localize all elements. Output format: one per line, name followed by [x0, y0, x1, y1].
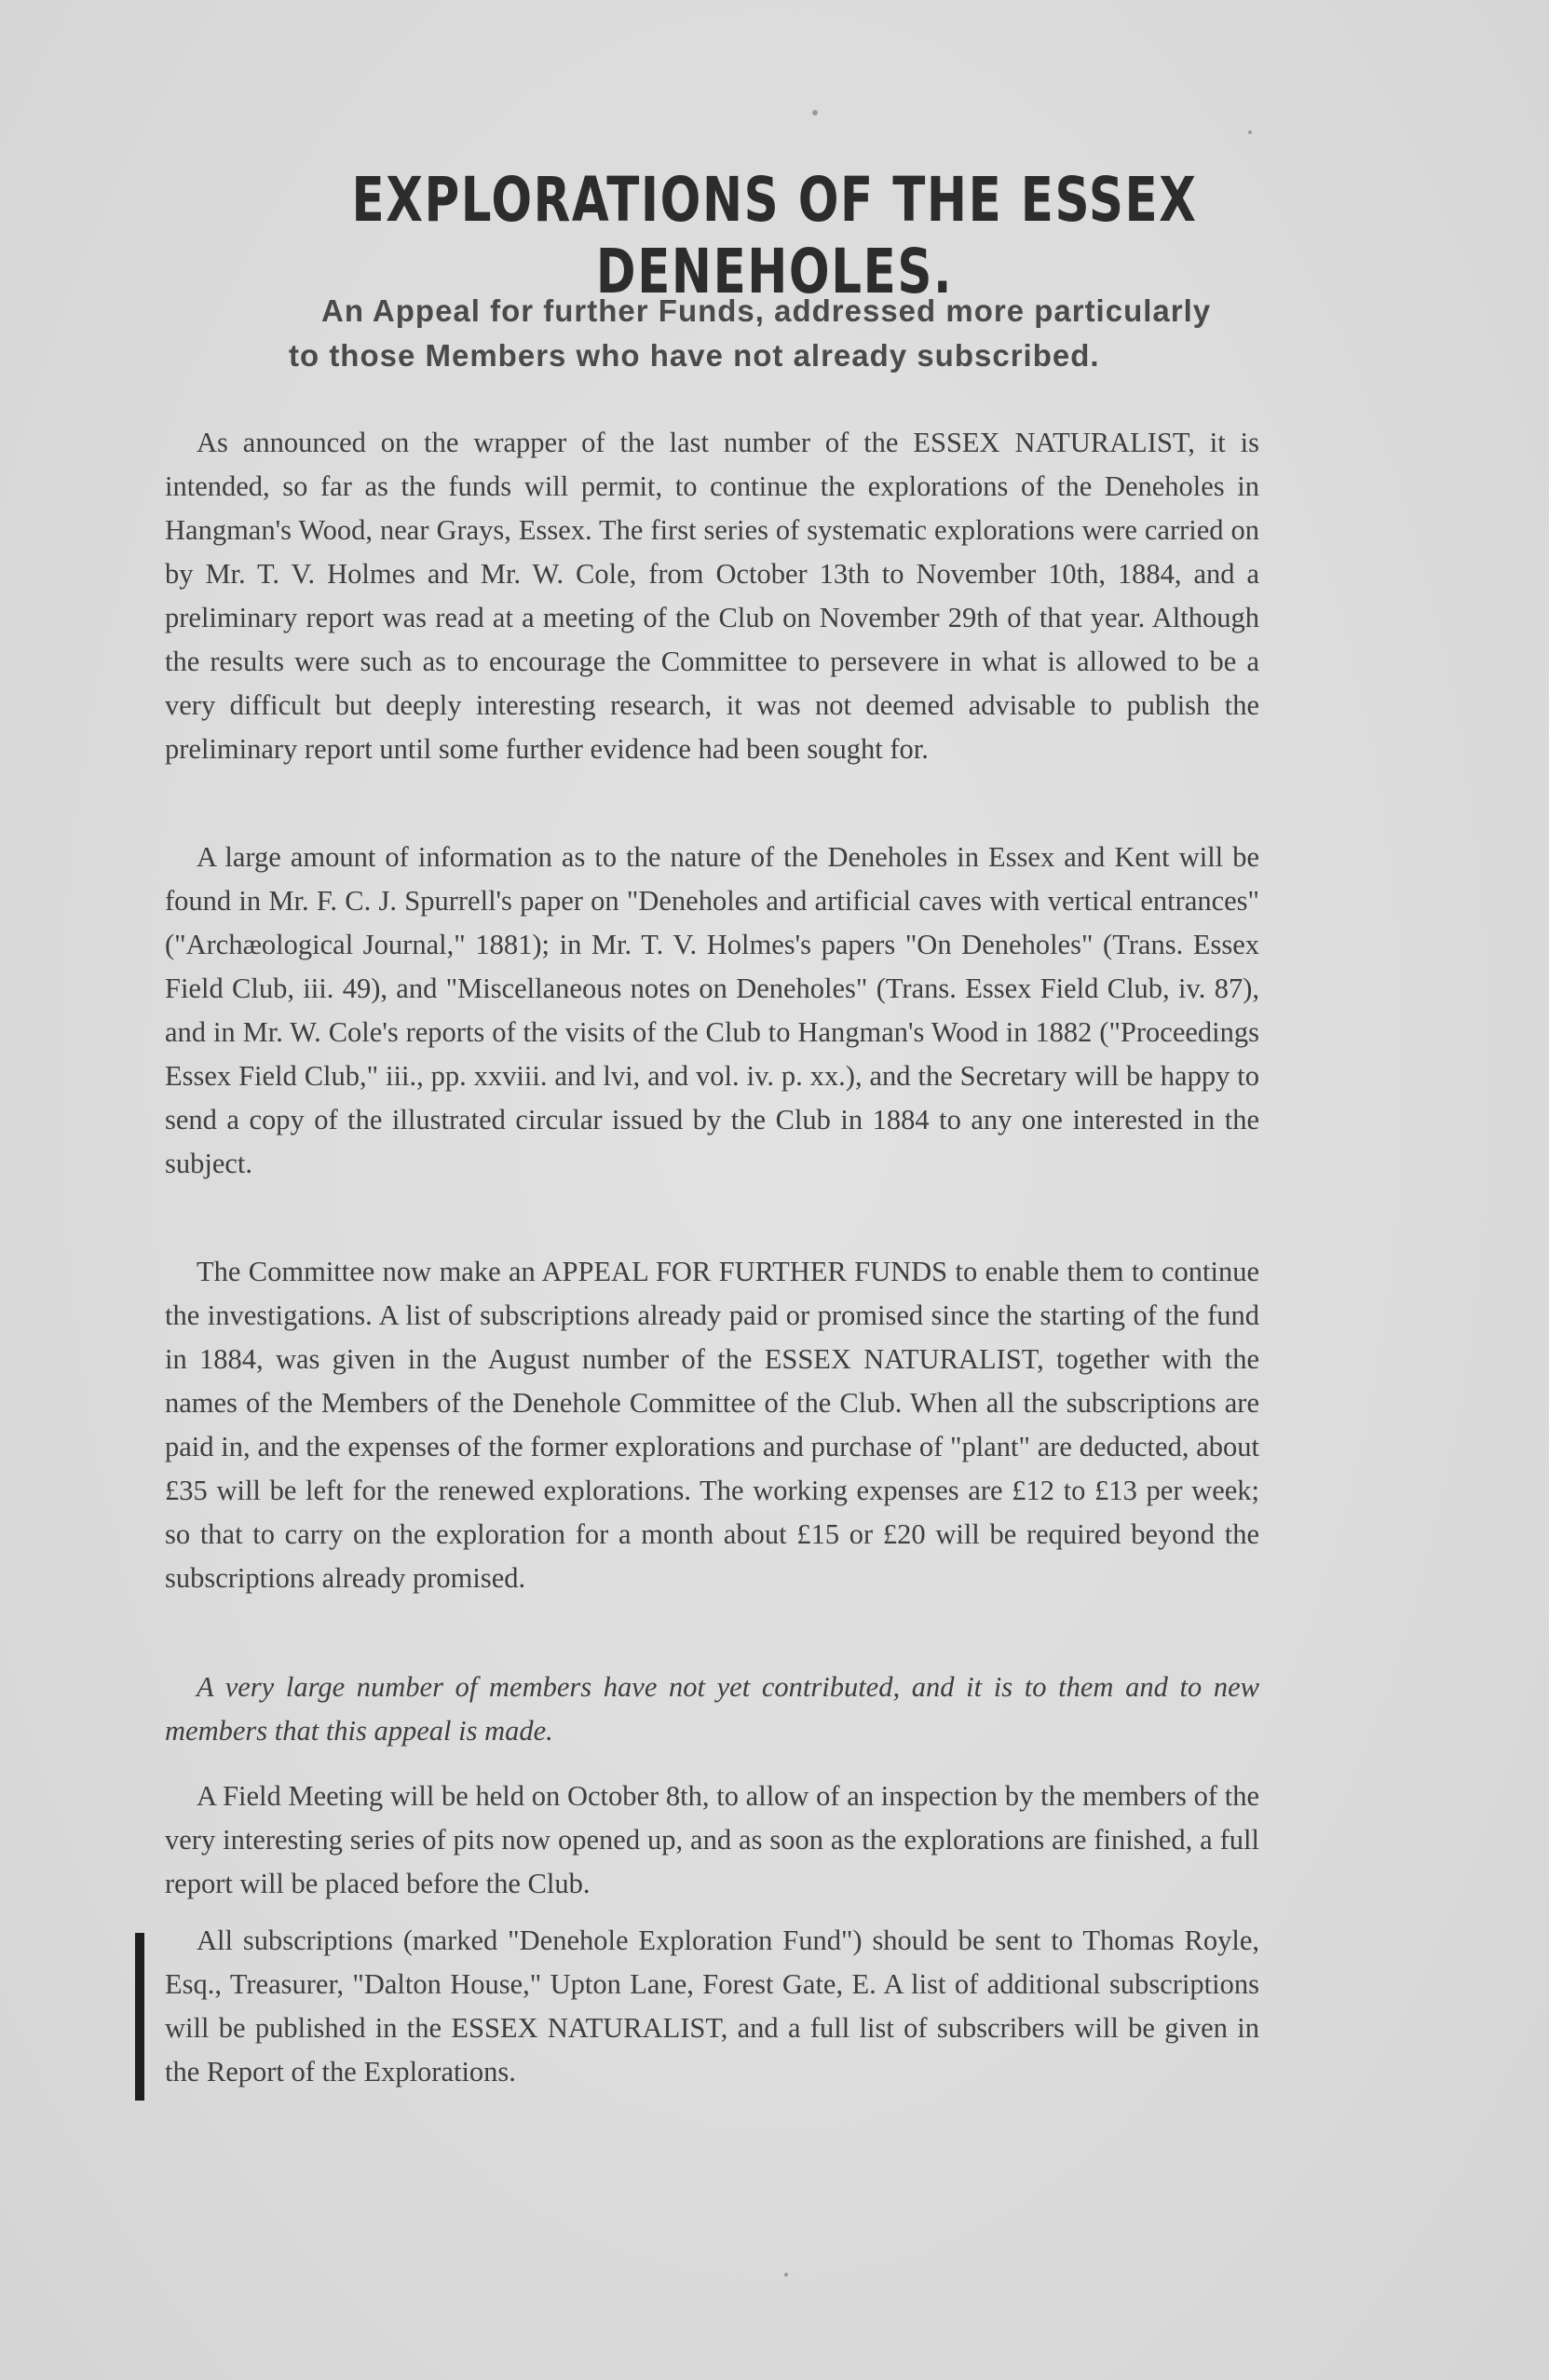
- paper-speck: [1248, 130, 1252, 134]
- paper-speck: [812, 110, 818, 116]
- paper-speck: [784, 2273, 788, 2277]
- subtitle-line-1: An Appeal for further Funds, addressed more particularly: [321, 293, 1212, 328]
- subtitle-line-2: to those Members who have not already subscribed.: [289, 338, 1100, 373]
- paragraph-italic-appeal: A very large number of members have not yet contributed, and it is to them and to new members that this appeal is made.: [165, 1671, 1259, 1747]
- paragraph-subscriptions: All subscriptions (marked "Denehole Exploration Fund") should be sent to Thomas Royle, Esq., Treasurer, "Dalton House," Upton Lane, Forest Gate, E. A list of additional subscriptions will be published in the ESSEX NATURALIST, and a full list of subscribers will be given in the Report of the Explorations.: [165, 1924, 1259, 2088]
- document-title: EXPLORATIONS OF THE ESSEX DENEHOLES.: [351, 164, 1198, 307]
- paragraph-announcement: As announced on the wrapper of the last number of the ESSEX NATURALIST, it is intended, so far as the funds will permit, to continue the explorations of the Deneholes in Hangman's Wood, near Grays, Essex. The first series of systematic explorations were carried on by Mr. T. V. Holmes and Mr. W. Cole, from October 13th to November 10th, 1884, and a preliminary report was read at a meeting of the Club on November 29th of that year. Although the results were such as to encourage the Committee to persevere in what is allowed to be a very difficult but deeply interesting research, it was not deemed advisable to publish the preliminary report until some further evidence had been sought for.: [165, 427, 1259, 765]
- paragraph-appeal: The Committee now make an APPEAL FOR FURTHER FUNDS to enable them to continue the investigations. A list of subscriptions already paid or promised since the starting of the fund in 1884, was given in the August number of the ESSEX NATURALIST, together with the names of the Members of the Denehole Committee of the Club. When all the subscriptions are paid in, and the expenses of the former explorations and purchase of "plant" are deducted, about £35 will be left for the renewed explorations. The working expenses are £12 to £13 per week; so that to carry on the exploration for a month about £15 or £20 will be required beyond the subscriptions already promised.: [165, 1256, 1259, 1594]
- paragraph-references: A large amount of information as to the nature of the Deneholes in Essex and Kent will be found in Mr. F. C. J. Spurrell's paper on "Deneholes and artificial caves with vertical entrances" ("Archæological Journal," 1881); in Mr. T. V. Holmes's papers "On Deneholes" (Trans. Essex Field Club, iii. 49), and "Miscellaneous notes on Deneholes" (Trans. Essex Field Club, iv. 87), and in Mr. W. Cole's reports of the visits of the Club to Hangman's Wood in 1882 ("Proceedings Essex Field Club," iii., pp. xxviii. and lvi, and vol. iv. p. xx.), and the Secretary will be happy to send a copy of the illustrated circular issued by the Club in 1884 to any one interested in the subject.: [165, 841, 1259, 1179]
- document-subtitle: [289, 289, 1285, 378]
- margin-bar-mark: [135, 1933, 144, 2101]
- paragraph-field-meeting: A Field Meeting will be held on October 8th, to allow of an inspection by the members of the very interesting series of pits now opened up, and as soon as the explorations are finished, a full report will be placed before the Club.: [165, 1780, 1259, 1899]
